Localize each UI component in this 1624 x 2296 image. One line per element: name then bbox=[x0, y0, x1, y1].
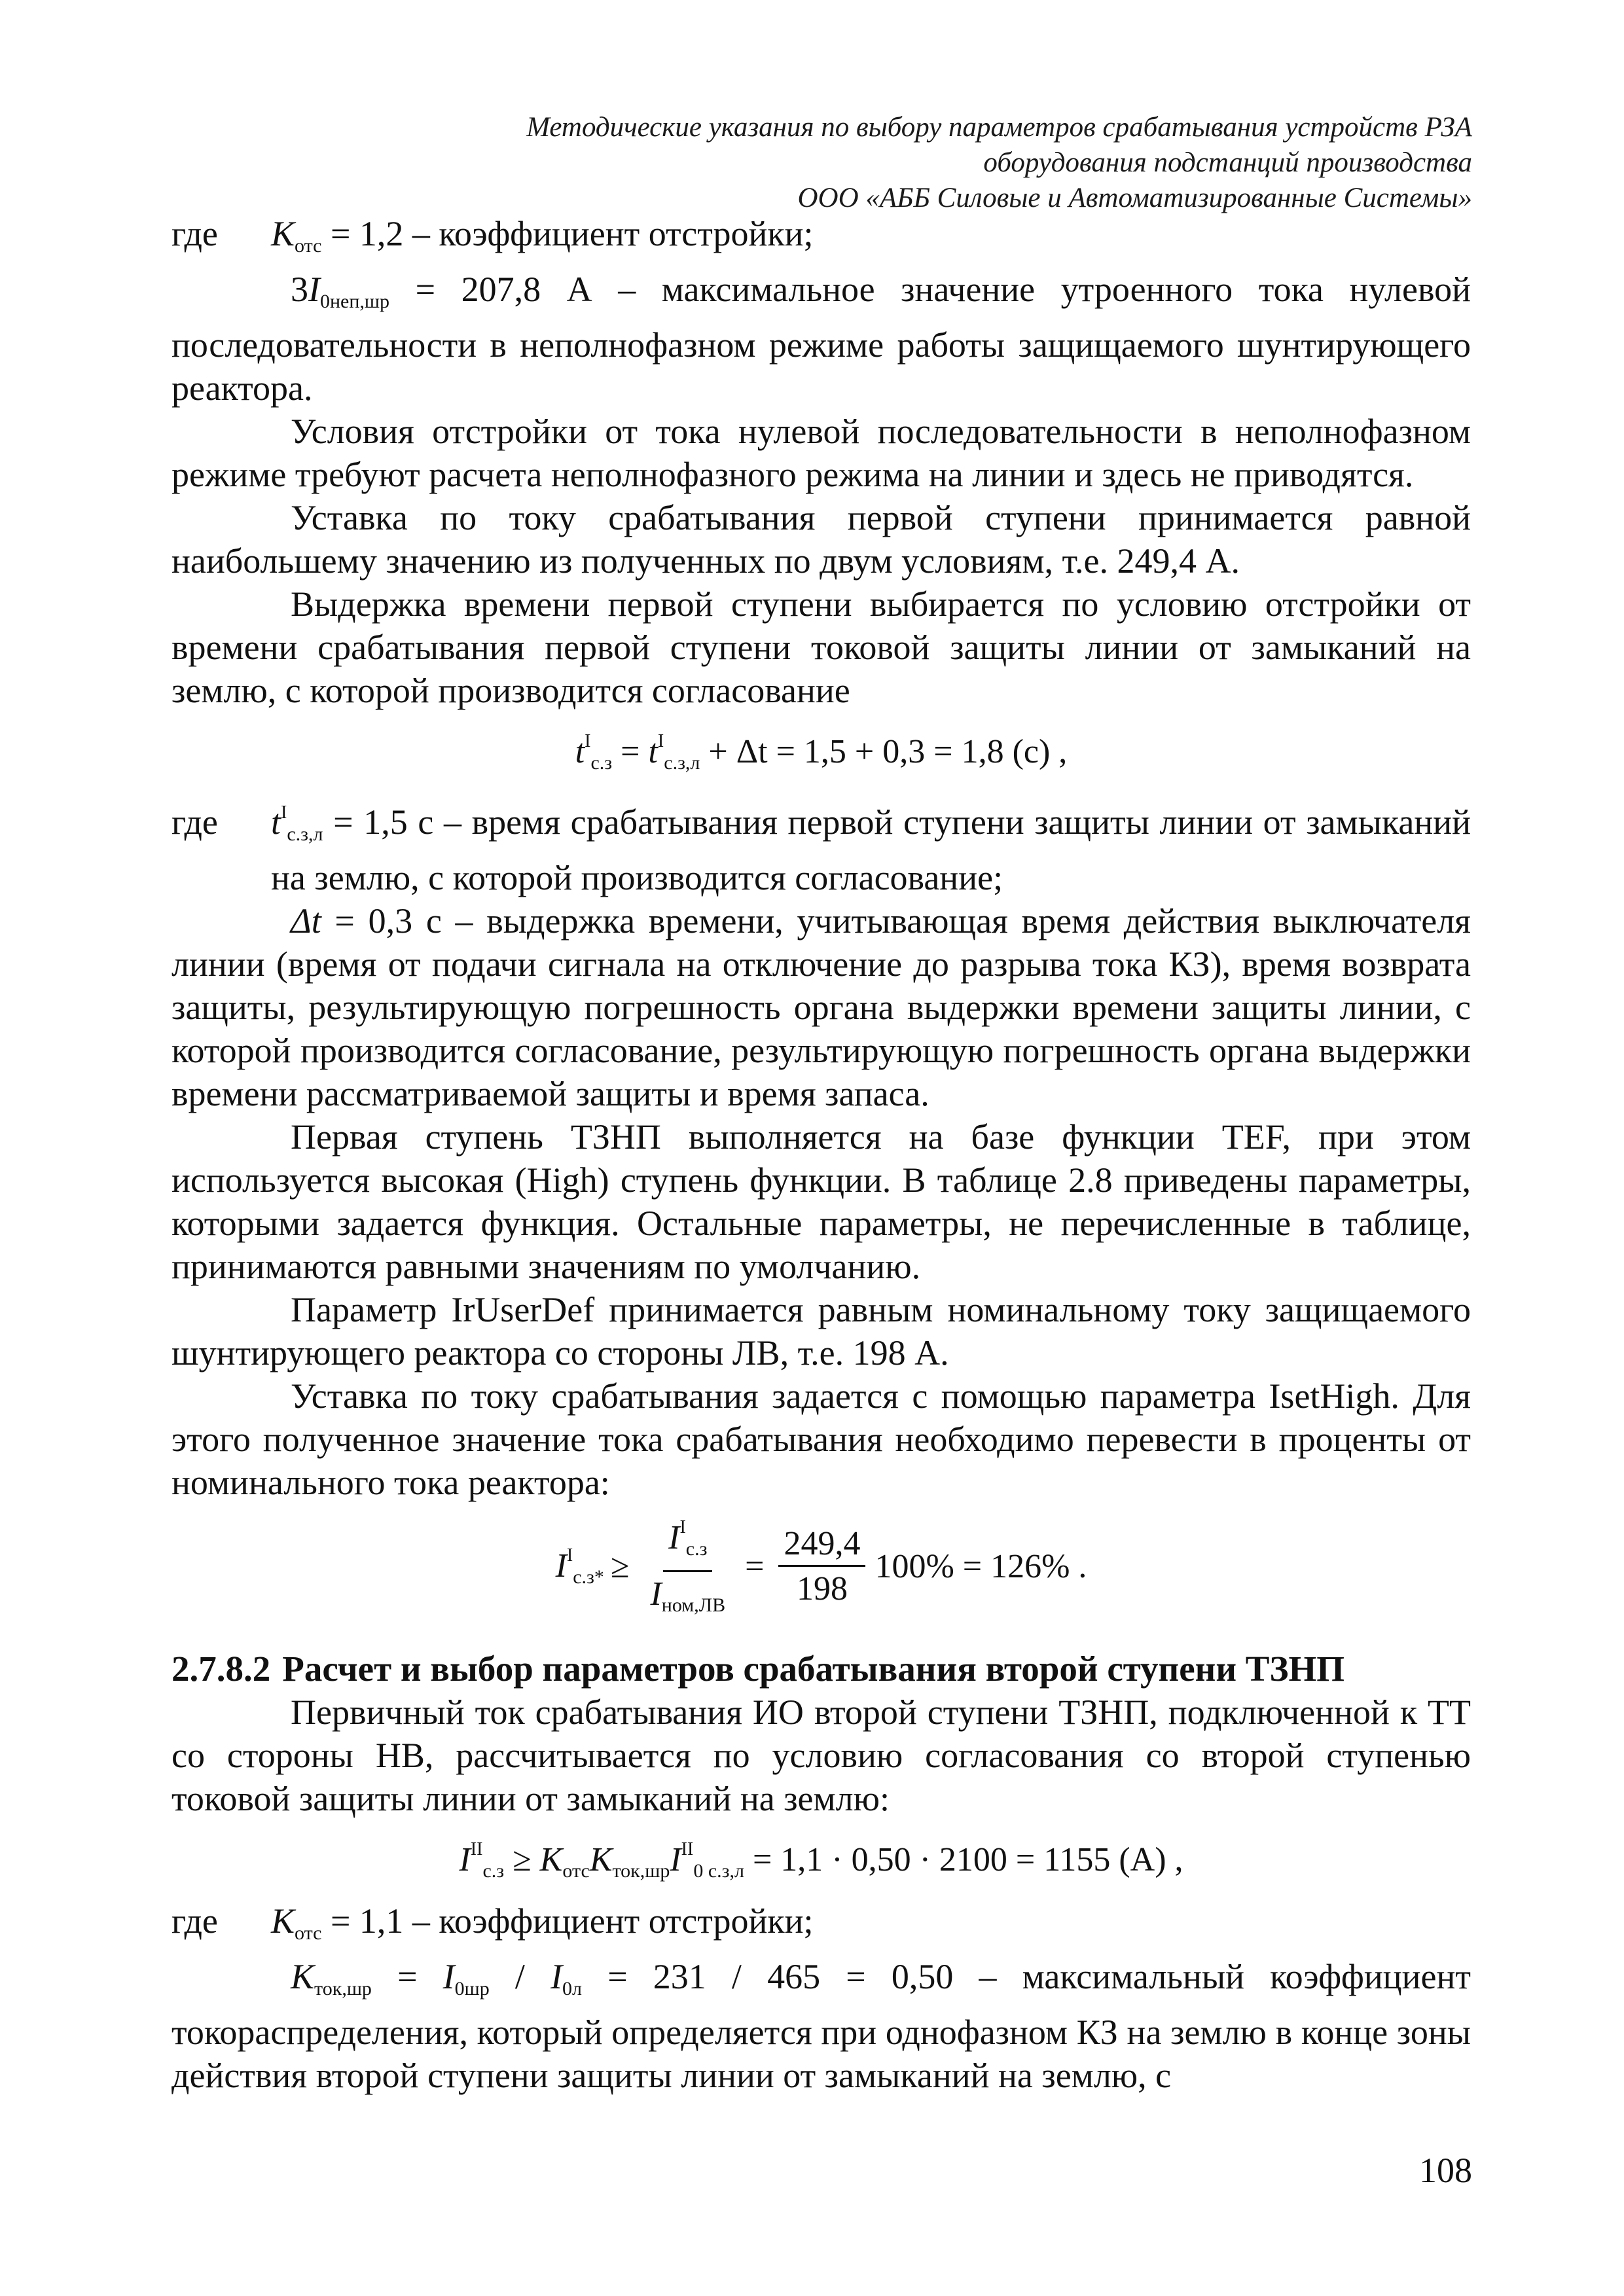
paragraph-tef: Первая ступень ТЗНП выполняется на базе функции TEF, при этом используется высокая (High) ступень функции. В таблице 2.8 приведены параметры, которыми задается функция. Остальные параметры, не перечисленные в таблице, принимаются равными значениям по умолчанию. bbox=[171, 1117, 1471, 1286]
header-line-2: оборудования подстанций производства bbox=[983, 147, 1472, 178]
definition-t-line: где $t^I_{с.з,л} = 1,5$ с – время срабатывания первой ступени защиты линии от замыканий на землю, с которой производится согласование; bbox=[171, 802, 1471, 897]
formula-percent: $I^I_{с.з*}$ ≥ $\frac{I^I_{с.з}}{I_{ном,ЛВ}}$ = $\frac{249,4}{198}$ 100% = 126% . bbox=[171, 1508, 1471, 1625]
symbol-k: K bbox=[271, 214, 295, 253]
subscript-ots: отс bbox=[295, 235, 322, 257]
paragraph-delta-t: Δt = 0,3 с – выдержка времени, учитывающая время действия выключателя линии (время от подачи сигнала на отключение до разрыва тока КЗ), время возврата защиты, результирующую погрешность органа выдержки времени защиты линии, с которой производится согласование, результирующую погрешность органа выдержки времени рассматриваемой защиты и время запаса. bbox=[171, 901, 1471, 1113]
paragraph-3i0: $3I_{0неп,шр} = 207,8$ А – максимальное значение утроенного тока нулевой последовательности в неполнофазном режиме работы защищаемого шунтирующего реактора. bbox=[171, 270, 1471, 408]
definition-k-ots bbox=[171, 212, 1471, 268]
paragraph-iruserdef: Параметр IrUserDef принимается равным номинальному току защищаемого шунтирующего реактора со стороны ЛВ, т.е. 198 А. bbox=[171, 1290, 1471, 1372]
formula-second-stage: $I^{II}_{с.з} \ge K_{отс}K_{ток,шр}I^{II}_{0 с.з,л} = 1,1 \cdot 0,50 \cdot 2100 = 1155$ (А) , bbox=[459, 1839, 1183, 1882]
body-text bbox=[171, 212, 1471, 2097]
paragraph-isethigh: Уставка по току срабатывания задается с помощью параметра IsetHigh. Для этого полученное значение тока срабатывания необходимо перевести в проценты от номинального тока реактора: bbox=[171, 1376, 1471, 1502]
definition-text: = 1,2 – коэффициент отстройки; bbox=[330, 214, 814, 253]
section-number: 2.7.8.2 bbox=[171, 1649, 271, 1689]
running-header bbox=[359, 110, 1472, 216]
section-heading bbox=[171, 1647, 1471, 1691]
formula-time-delay: $t^I_{с.з} = t^I_{с.з,л} + \Delta t = 1,5 + 0,3 = 1,8$ (с) , bbox=[575, 731, 1068, 774]
paragraph-second-stage: Первичный ток срабатывания ИО второй ступени ТЗНП, подключенной к ТТ со стороны НВ, рассчитывается по условию согласования со второй ступенью токовой защиты линии от замыканий на землю: bbox=[171, 1693, 1471, 1818]
paragraph-setting: Уставка по току срабатывания первой ступени принимается равной наибольшему значению из полученных по двум условиям, т.е. 249,4 А. bbox=[171, 498, 1471, 581]
paragraph-time-delay: Выдержка времени первой ступени выбирается по условию отстройки от времени срабатывания первой ступени токовой защиты линии от замыканий на землю, с которой производится согласование bbox=[171, 584, 1471, 710]
page-number: 108 bbox=[1419, 2151, 1472, 2190]
paragraph-conditions: Условия отстройки от тока нулевой последовательности в неполнофазном режиме требуют расчета неполнофазного режима на линии и здесь не приводятся. bbox=[171, 412, 1471, 494]
section-title: Расчет и выбор параметров срабатывания второй ступени ТЗНП bbox=[282, 1649, 1345, 1689]
where-word: где bbox=[171, 214, 218, 253]
header-line-1: Методические указания по выбору параметров срабатывания устройств РЗА bbox=[526, 112, 1472, 143]
paragraph-k-tok: $K_{ток,шр} = I_{0шр} / I_{0л} = 231 / 465 = 0,50$ – максимальный коэффициент токораспределения, который определяется при однофазном КЗ на землю в конце зоны действия второй ступени защиты линии от замыканий на землю, с bbox=[171, 1957, 1471, 2095]
definition-k-ots-2: где $K_{отс} = 1,1$ – коэффициент отстройки; bbox=[171, 1901, 814, 1944]
header-line-3: ООО «АББ Силовые и Автоматизированные Системы» bbox=[797, 183, 1472, 213]
